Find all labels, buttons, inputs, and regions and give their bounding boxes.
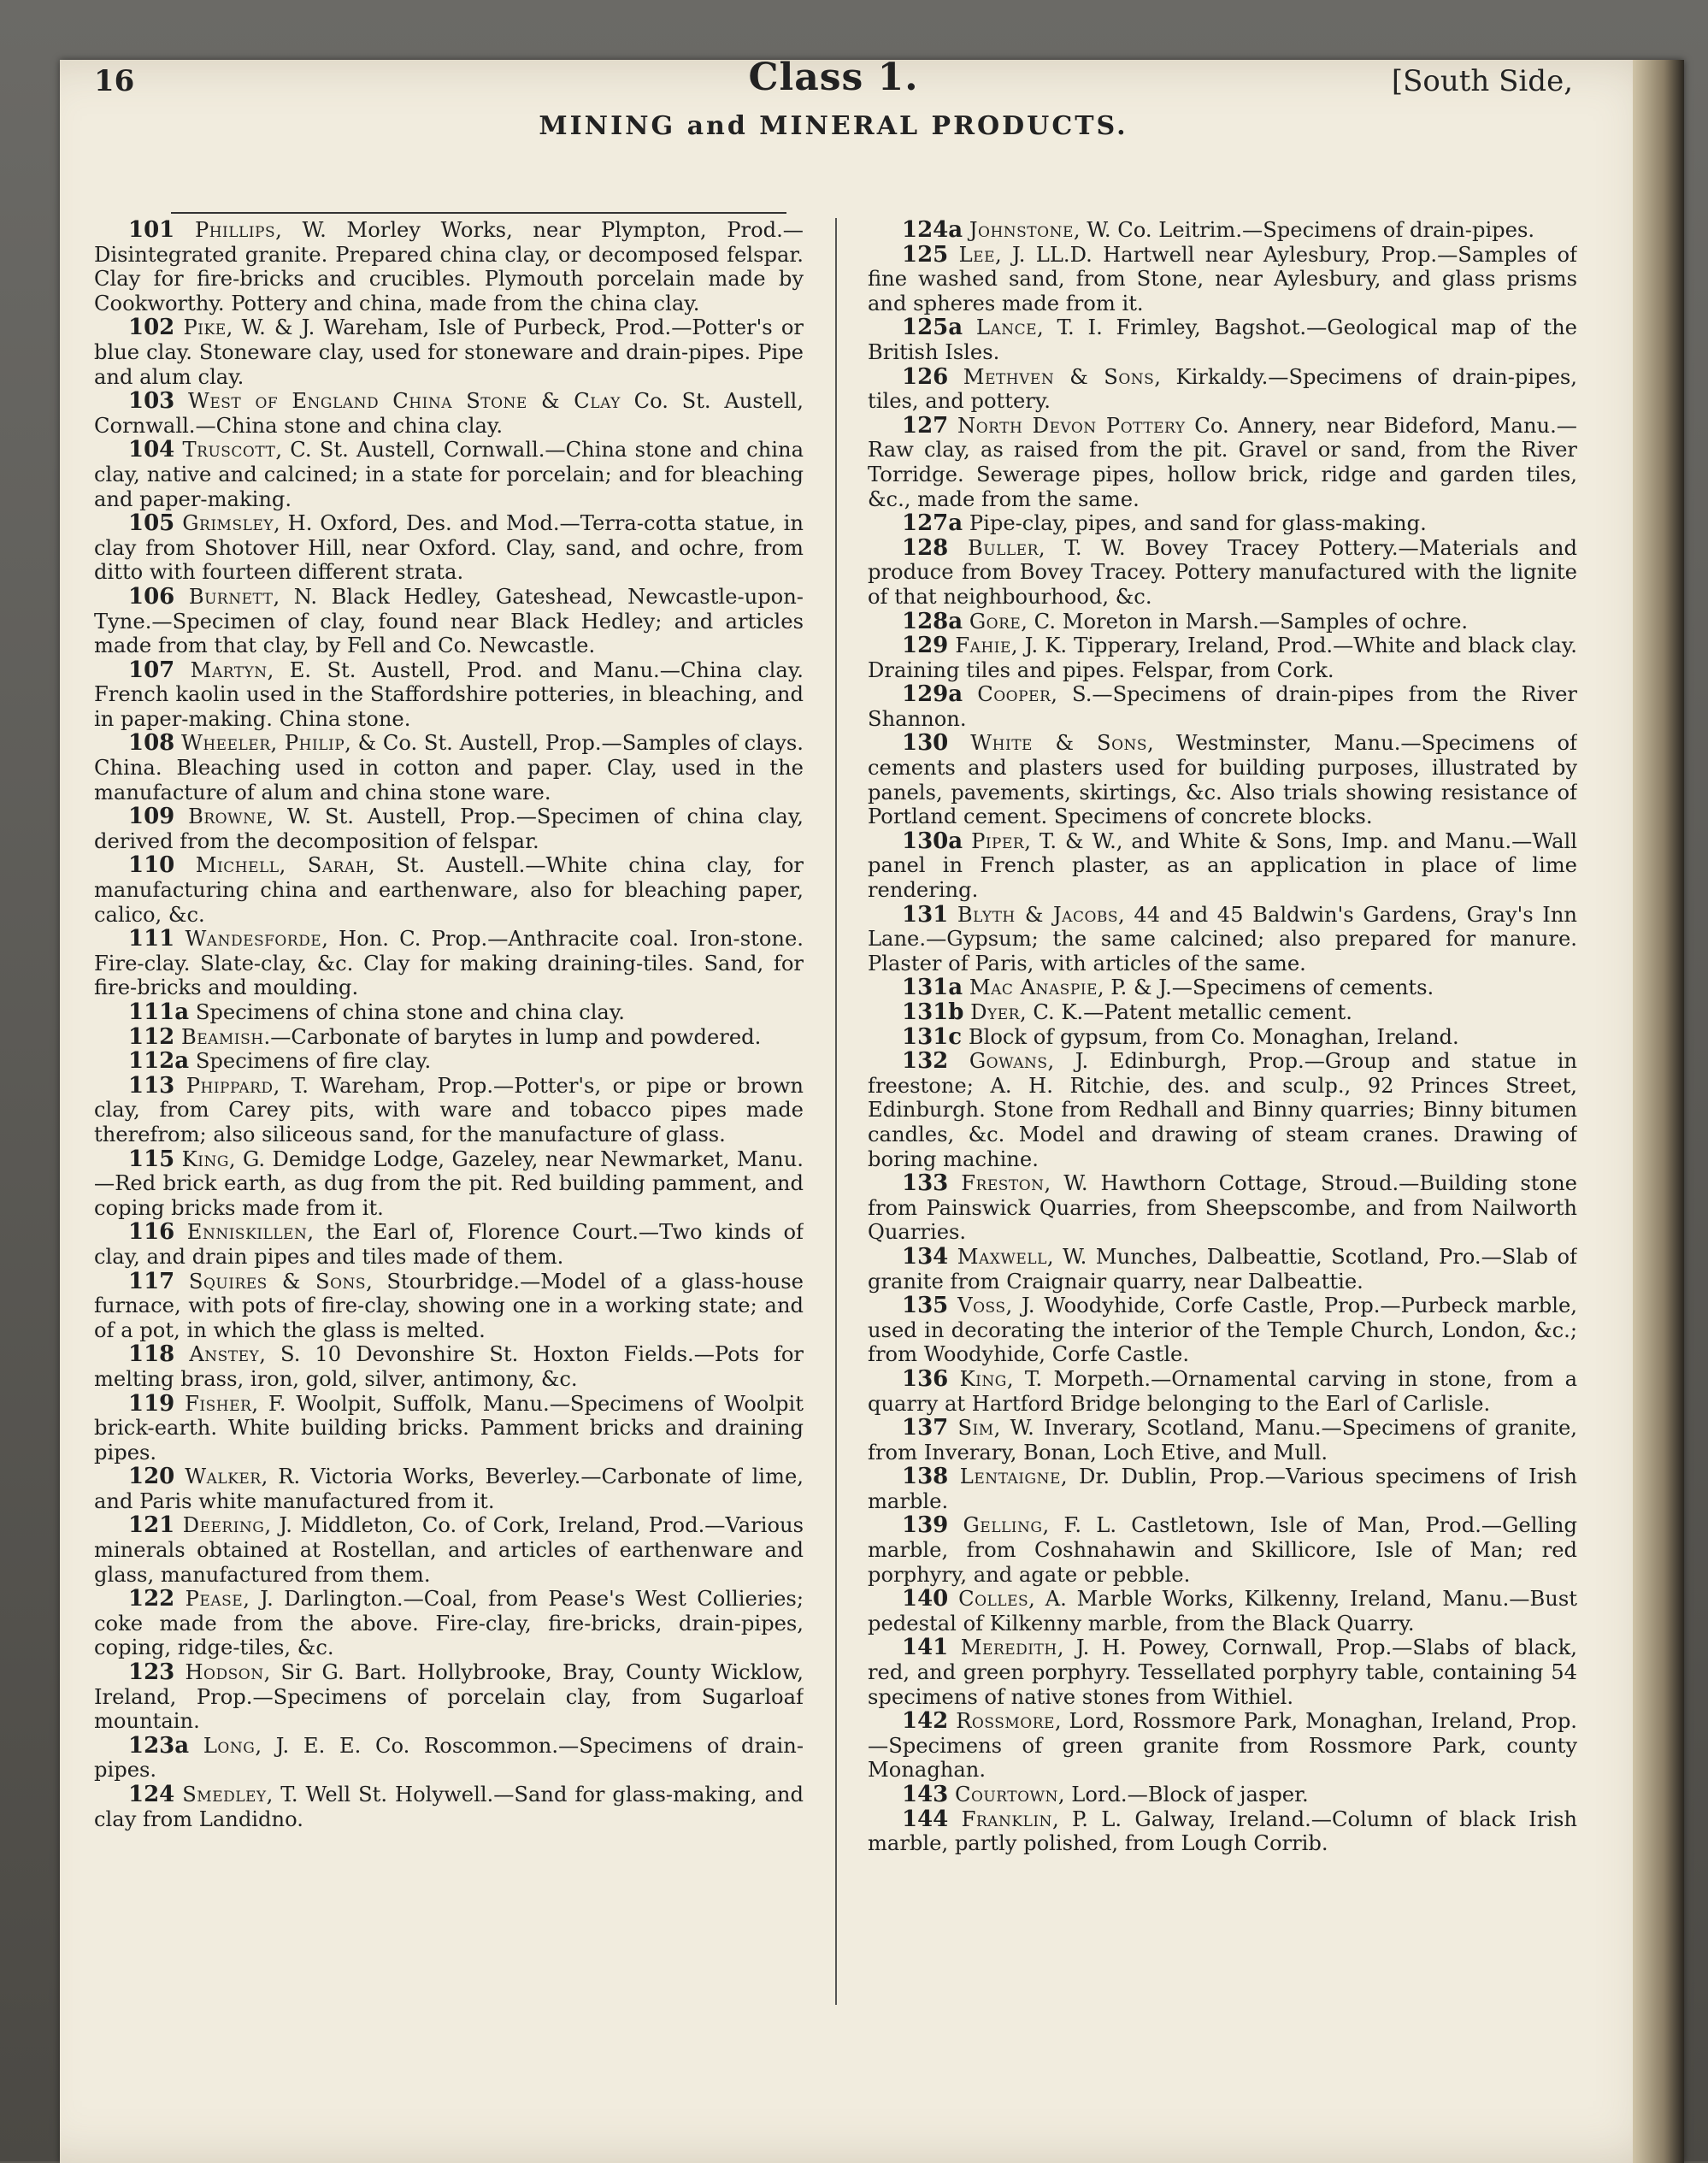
- catalogue-entry: [868, 218, 1577, 243]
- catalogue-entry: [868, 1513, 1577, 1587]
- exhibitor-name: Gore: [969, 609, 1022, 634]
- entry-description: , & Co. St. Austell, Prop.—Samples of clays. China. Bleaching used in cotton and paper. Clay, used in the manufacture of alum and china stone ware.: [94, 731, 804, 804]
- entry-description: , the Earl of, Florence Court.—Two kinds of clay, and drain pipes and tiles made of them.: [94, 1220, 804, 1269]
- entry-number: 139: [902, 1512, 949, 1539]
- catalogue-entry: [868, 829, 1577, 903]
- exhibitor-name: Franklin: [961, 1806, 1052, 1831]
- entry-number: 128: [902, 534, 949, 561]
- entry-description: , Westminster, Manu.—Specimens of cements and plasters used for building purposes, illustrated by panels, pavements, skirtings, &c. Also trials showing resistance of Portland cement. Specimens of concrete blocks.: [868, 731, 1577, 829]
- exhibitor-name: Fahie: [955, 634, 1011, 658]
- entry-description: , G. Demidge Lodge, Gazeley, near Newmarket, Manu.—Red brick earth, as dug from the pit. Red building pamment, and coping bricks made from it.: [94, 1146, 804, 1220]
- catalogue-entry: [868, 315, 1577, 364]
- page-header: [94, 56, 1573, 158]
- entry-description: , J. Woodyhide, Corfe Castle, Prop.—Purbeck marble, used in decorating the interior of the Temple Church, London, &c.; from Woodyhide, Corfe Castle.: [868, 1294, 1577, 1367]
- entry-number: 127a: [902, 510, 963, 537]
- entry-number: 129a: [902, 681, 963, 708]
- exhibitor-name: Cooper: [977, 682, 1051, 707]
- catalogue-entry: [94, 438, 804, 511]
- exhibitor-name: Hodson: [185, 1660, 264, 1685]
- catalogue-entry: [868, 1025, 1577, 1050]
- entry-number: 131c: [902, 1023, 963, 1050]
- entry-number: 131b: [902, 999, 964, 1025]
- exhibitor-name: Johnstone: [969, 218, 1074, 242]
- entry-number: 128a: [902, 608, 963, 634]
- entry-description: , Hon. C. Prop.—Anthracite coal. Iron-stone. Fire-clay. Slate-clay, &c. Clay for making draining-tiles. Sand, for fire-bricks and moulding.: [94, 927, 804, 1000]
- entry-description: , J. E. E. Co. Roscommon.—Specimens of drain-pipes.: [94, 1733, 804, 1783]
- entry-number: 124: [128, 1782, 175, 1807]
- entry-number: 105: [128, 510, 175, 537]
- entry-description: , W. Inverary, Scotland, Manu.—Specimens of granite, from Inverary, Bonan, Loch Etive, and Mull.: [868, 1416, 1577, 1465]
- entry-number: 103: [128, 388, 175, 415]
- exhibitor-name: Long: [203, 1733, 256, 1758]
- entry-number: 119: [128, 1390, 175, 1417]
- entry-description: Block of gypsum, from Co. Monaghan, Ireland.: [968, 1024, 1459, 1049]
- exhibitor-name: Gowans: [969, 1049, 1048, 1074]
- entry-description: , S.—Specimens of drain-pipes from the River Shannon.: [868, 682, 1577, 731]
- entry-description: .—Carbonate of barytes in lump and powdered.: [263, 1024, 762, 1049]
- entry-number: 131: [902, 901, 949, 928]
- catalogue-entry: [94, 1392, 804, 1465]
- exhibitor-name: Browne: [188, 804, 268, 829]
- entry-number: 120: [128, 1464, 175, 1490]
- entry-number: 130: [902, 730, 949, 757]
- catalogue-entry: [868, 1709, 1577, 1783]
- entry-description: , T. Morpeth.—Ornamental carving in stone, from a quarry at Hartford Bridge belonging to the Earl of Carlisle.: [868, 1366, 1577, 1416]
- exhibitor-name: Phillips: [194, 218, 276, 242]
- column-top-rule: [171, 212, 786, 214]
- entry-number: 123: [128, 1659, 175, 1686]
- exhibitor-name: Voss: [957, 1294, 1006, 1318]
- exhibitor-name: Enniskillen: [186, 1220, 308, 1245]
- entry-number: 102: [128, 315, 175, 341]
- entry-number: 125a: [902, 315, 963, 341]
- entry-number: 140: [902, 1586, 949, 1612]
- entry-description: , R. Victoria Works, Beverley.—Carbonate of lime, and Paris white manufactured from it.: [94, 1465, 804, 1513]
- catalogue-entry: [94, 1270, 804, 1343]
- catalogue-entry: [94, 1342, 804, 1391]
- exhibitor-name: Maxwell: [957, 1244, 1047, 1269]
- exhibitor-name: Deering: [182, 1513, 265, 1538]
- entry-description: , J. Edinburgh, Prop.—Group and statue in freestone; A. H. Ritchie, des. and sculp., 92 Princes Street, Edinburgh. Stone from Redhall and Binny quarries; Binny bitumen candles, &c. Model and drawing of steam cranes. Drawing of boring machine.: [868, 1049, 1577, 1171]
- entry-number: 106: [128, 583, 175, 610]
- entry-number: 136: [902, 1365, 949, 1392]
- catalogue-entry: [868, 1465, 1577, 1513]
- entry-description: , T. Well St. Holywell.—Sand for glass-making, and clay from Landidno.: [94, 1783, 804, 1831]
- catalogue-entry: [94, 1587, 804, 1660]
- entry-number: 111: [128, 926, 175, 952]
- entry-description: , N. Black Hedley, Gateshead, Newcastle-upon-Tyne.—Specimen of clay, found near Black Hedley; and articles made from that clay, by Fell and Co. Newcastle.: [94, 584, 804, 658]
- catalogue-entry: [94, 1049, 804, 1074]
- entry-number: 133: [902, 1170, 949, 1197]
- catalogue-entry: [94, 927, 804, 1000]
- exhibitor-name: Wandesforde: [185, 927, 322, 952]
- catalogue-entry: [94, 1147, 804, 1221]
- catalogue-entry: [868, 365, 1577, 414]
- entry-number: 132: [902, 1048, 949, 1075]
- entry-description: , J. Darlington.—Coal, from Pease's West Collieries; coke made from the above. Fire-clay, fire-bricks, drain-pipes, coping, ridge-tiles, &c.: [94, 1587, 804, 1660]
- entry-description: , T. W. Bovey Tracey Pottery.—Materials and produce from Bovey Tracey. Pottery manufactured with the lignite of that neighbourhood, &c.: [868, 535, 1577, 609]
- entry-number: 142: [902, 1708, 949, 1735]
- entry-description: , C. Moreton in Marsh.—Samples of ochre.: [1021, 609, 1469, 634]
- entry-number: 124a: [902, 218, 963, 243]
- entry-description: , F. L. Castletown, Isle of Man, Prod.—Gelling marble, from Coshnahawin and Skillicore, Isle of Man; red porphyry, and agate or pebble.: [868, 1513, 1577, 1587]
- entry-description: , Lord.—Block of jasper.: [1057, 1783, 1309, 1806]
- exhibitor-name: Pease: [185, 1587, 244, 1612]
- entry-number: 101: [128, 218, 175, 243]
- column-divider: [835, 218, 837, 2005]
- catalogue-entry: [868, 903, 1577, 976]
- catalogue-entry: [868, 243, 1577, 316]
- exhibitor-name: Smedley: [182, 1783, 267, 1806]
- exhibitor-name: Grimsley: [182, 511, 274, 536]
- entry-description: , F. Woolpit, Suffolk, Manu.—Specimens of Woolpit brick-earth. White building bricks. Pamment bricks and draining pipes.: [94, 1391, 804, 1465]
- section-subtitle: MINING and MINERAL PRODUCTS.: [539, 111, 1128, 141]
- entry-number: 104: [128, 437, 175, 463]
- entry-description: , E. St. Austell, Prod. and Manu.—China clay. French kaolin used in the Staffordshire potteries, in bleaching, and in paper-making. China stone.: [94, 657, 804, 731]
- entry-number: 135: [902, 1293, 949, 1319]
- exhibitor-name: Squires & Sons: [188, 1269, 367, 1294]
- entry-number: 127: [902, 412, 949, 439]
- entry-description: Co. Annery, near Bideford, Manu.—Raw clay, as raised from the pit. Gravel or sand, from the River Torridge. Sewerage pipes, hollow brick, ridge and garden tiles, &c., made from the same.: [868, 413, 1577, 511]
- page-gutter-shadow: [1633, 60, 1684, 2163]
- exhibitor-name: Fisher: [185, 1391, 252, 1416]
- exhibitor-name: Blyth & Jacobs: [957, 902, 1119, 927]
- left-column: [94, 218, 804, 2048]
- exhibitor-name: Gelling: [963, 1513, 1043, 1538]
- entry-description: , T. I. Frimley, Bagshot.—Geological map of the British Isles.: [868, 315, 1577, 364]
- catalogue-entry: [868, 536, 1577, 610]
- exhibitor-name: Phippard: [186, 1073, 274, 1098]
- catalogue-entry: [868, 1587, 1577, 1636]
- catalogue-entry: [868, 1416, 1577, 1465]
- entry-description: , 44 and 45 Baldwin's Gardens, Gray's Inn Lane.—Gypsum; the same calcined; also prepared for manure. Plaster of Paris, with articles of the same.: [868, 902, 1577, 975]
- entry-description: , Lord, Rossmore Park, Monaghan, Ireland, Prop.—Specimens of green granite from Rossmore Park, county Monaghan.: [868, 1709, 1577, 1783]
- catalogue-entry: [868, 1807, 1577, 1856]
- exhibitor-name: Walker: [185, 1465, 262, 1489]
- exhibitor-name: Lentaigne: [959, 1465, 1061, 1489]
- catalogue-entry: [868, 975, 1577, 1000]
- entry-description: , W. & J. Wareham, Isle of Purbeck, Prod.—Potter's or blue clay. Stoneware clay, used for stoneware and drain-pipes. Pipe and alum clay.: [94, 315, 804, 389]
- entry-description: , W. Hawthorn Cottage, Stroud.—Building stone from Painswick Quarries, from Sheepscombe, and from Nailworth Quarries.: [868, 1171, 1577, 1245]
- catalogue-entry: [868, 1000, 1577, 1025]
- catalogue-entry: [94, 1000, 804, 1025]
- entry-description: , W. Co. Leitrim.—Specimens of drain-pipes.: [1073, 218, 1535, 242]
- exhibitor-name: Pike: [183, 315, 227, 340]
- exhibitor-name: West of England China Stone & Clay: [188, 389, 621, 414]
- exhibitor-name: Freston: [961, 1171, 1045, 1196]
- exhibitor-name: Wheeler, Philip: [181, 731, 345, 756]
- entry-number: 129: [902, 633, 949, 659]
- entry-description: , T. Wareham, Prop.—Potter's, or pipe or brown clay, from Carey pits, with ware and tobacco pipes made therefrom; also siliceous sand, for the manufacture of glass.: [94, 1073, 804, 1146]
- entry-number: 125: [902, 241, 949, 268]
- entry-description: , St. Austell.—White china clay, for manufacturing china and earthenware, also for bleaching paper, calico, &c.: [94, 853, 804, 927]
- exhibitor-name: Beamish: [180, 1024, 264, 1049]
- catalogue-entry: [868, 731, 1577, 828]
- exhibitor-name: White & Sons: [970, 731, 1148, 756]
- catalogue-entry: [94, 804, 804, 853]
- entry-description: , J. H. Powey, Cornwall, Prop.—Slabs of black, red, and green porphyry. Tessellated porphyry table, containing 54 specimens of native stones from Withiel.: [868, 1636, 1577, 1709]
- entry-number: 138: [902, 1464, 949, 1490]
- catalogue-entry: [94, 585, 804, 658]
- entry-description: , Sir G. Bart. Hollybrooke, Bray, County Wicklow, Ireland, Prop.—Specimens of porcelain clay, from Sugarloaf mountain.: [94, 1660, 804, 1734]
- exhibitor-name: Sim: [957, 1416, 994, 1441]
- catalogue-entry: [94, 1074, 804, 1147]
- side-note: [South Side,: [1391, 64, 1573, 98]
- entry-description: , H. Oxford, Des. and Mod.—Terra-cotta statue, in clay from Shotover Hill, near Oxford. Clay, sand, and ochre, from ditto with fourteen different strata.: [94, 511, 804, 585]
- entry-description: Specimens of china stone and china clay.: [195, 1000, 625, 1024]
- catalogue-entry: [94, 1783, 804, 1831]
- catalogue-entry: [868, 414, 1577, 511]
- entry-description: , W. Munches, Dalbeattie, Scotland, Pro.—Slab of granite from Craignair quarry, near Dalbeattie.: [868, 1244, 1577, 1294]
- exhibitor-name: Buller: [967, 535, 1039, 560]
- catalogue-entry: [868, 1294, 1577, 1367]
- exhibitor-name: Truscott: [182, 438, 276, 463]
- entry-description: , P. L. Galway, Ireland.—Column of black Irish marble, partly polished, from Lough Corrib.: [868, 1806, 1577, 1856]
- entry-description: , W. St. Austell, Prop.—Specimen of china clay, derived from the decomposition of felspar.: [94, 804, 804, 853]
- entry-number: 118: [128, 1341, 175, 1368]
- entry-description: , P. & J.—Specimens of cements.: [1097, 975, 1434, 1000]
- exhibitor-name: Lance: [975, 315, 1038, 340]
- catalogue-entry: [94, 218, 804, 315]
- catalogue-entry: [94, 1465, 804, 1513]
- entry-number: 141: [902, 1635, 949, 1661]
- entry-number: 112a: [128, 1048, 190, 1075]
- entry-description: , T. & W., and White & Sons, Imp. and Manu.—Wall panel in French plaster, as an application in place of lime rendering.: [868, 828, 1577, 903]
- exhibitor-name: Burnett: [188, 584, 274, 609]
- entry-number: 107: [128, 657, 175, 683]
- entry-description: , Stourbridge.—Model of a glass-house furnace, with pots of fire-clay, showing one in a working state; and of a pot, in which the glass is melted.: [94, 1269, 804, 1342]
- catalogue-entry: [94, 1734, 804, 1783]
- entry-description: Co. St. Austell, Cornwall.—China stone and china clay.: [94, 389, 804, 438]
- entry-number: 112: [128, 1023, 175, 1050]
- catalogue-entry: [94, 1220, 804, 1269]
- class-title: Class 1.: [748, 56, 919, 99]
- right-column: [868, 218, 1577, 2048]
- catalogue-entry: [94, 315, 804, 389]
- catalogue-entry: [868, 1245, 1577, 1294]
- exhibitor-name: Mac Anaspie: [969, 975, 1098, 1000]
- entry-description: , J. LL.D. Hartwell near Aylesbury, Prop.—Samples of fine washed sand, from Stone, near Aylesbury, and glass prisms and spheres made from it.: [868, 242, 1577, 315]
- entry-description: Pipe-clay, pipes, and sand for glass-making.: [969, 511, 1427, 536]
- entry-description: , Dr. Dublin, Prop.—Various specimens of Irish marble.: [868, 1465, 1577, 1513]
- entry-number: 116: [128, 1219, 175, 1246]
- catalogue-entry: [94, 731, 804, 804]
- entry-number: 122: [128, 1586, 175, 1612]
- catalogue-entry: [868, 682, 1577, 731]
- entry-description: , C. K.—Patent metallic cement.: [1019, 1000, 1352, 1024]
- entry-number: 109: [128, 804, 175, 830]
- entry-number: 108: [128, 730, 175, 757]
- entry-number: 121: [128, 1512, 175, 1539]
- catalogue-entry: [868, 1636, 1577, 1709]
- catalogue-entry: [868, 634, 1577, 682]
- exhibitor-name: Anstey: [189, 1342, 260, 1367]
- entry-number: 134: [902, 1243, 949, 1270]
- exhibitor-name: Lee: [958, 242, 995, 267]
- page-number: 16: [94, 64, 135, 98]
- entry-number: 126: [902, 363, 949, 390]
- entry-number: 144: [902, 1806, 949, 1832]
- entry-description: , J. Middleton, Co. of Cork, Ireland, Prod.—Various minerals obtained at Rostellan, and articles of earthenware and glass, manufactured from them.: [94, 1513, 804, 1587]
- catalogue-entry: [94, 389, 804, 438]
- catalogue-entry: [868, 610, 1577, 634]
- entry-number: 111a: [128, 999, 190, 1025]
- entry-number: 110: [128, 852, 175, 879]
- catalogue-entry: [868, 1049, 1577, 1171]
- entry-number: 143: [902, 1782, 949, 1807]
- exhibitor-name: Michell, Sarah: [195, 853, 369, 878]
- catalogue-entry: [94, 853, 804, 927]
- exhibitor-name: North Devon Pottery: [957, 413, 1186, 438]
- exhibitor-name: Courtown: [954, 1783, 1058, 1806]
- catalogue-entry: [868, 1367, 1577, 1416]
- entry-description: Specimens of fire clay.: [195, 1049, 432, 1074]
- exhibitor-name: Martyn: [190, 657, 268, 682]
- entry-description: , Kirkaldy.—Specimens of drain-pipes, tiles, and pottery.: [868, 364, 1577, 414]
- entry-number: 115: [128, 1146, 175, 1172]
- entry-number: 123a: [128, 1732, 190, 1759]
- entry-description: , J. K. Tipperary, Ireland, Prod.—White and black clay. Draining tiles and pipes. Felspar, from Cork.: [868, 634, 1577, 682]
- entry-number: 130a: [902, 828, 963, 854]
- exhibitor-name: King: [181, 1146, 229, 1171]
- catalogue-entry: [868, 1171, 1577, 1245]
- entry-number: 137: [902, 1415, 949, 1441]
- entry-description: , W. Morley Works, near Plympton, Prod.—Disintegrated granite. Prepared china clay, or decomposed felspar. Clay for fire-bricks and crucibles. Plymouth porcelain made by Cookworthy. Pottery and china, made from the china clay.: [94, 218, 804, 315]
- entry-description: , C. St. Austell, Cornwall.—China stone and china clay, native and calcined; in a state for porcelain; and for bleaching and paper-making.: [94, 438, 804, 511]
- entry-description: , A. Marble Works, Kilkenny, Ireland, Manu.—Bust pedestal of Kilkenny marble, from the Black Quarry.: [868, 1587, 1577, 1636]
- catalogue-entry: [94, 658, 804, 732]
- entry-number: 117: [128, 1268, 175, 1294]
- exhibitor-name: Piper: [971, 828, 1025, 853]
- catalogue-entry: [94, 1025, 804, 1050]
- exhibitor-name: Methven & Sons: [963, 364, 1155, 389]
- catalogue-entry: [94, 511, 804, 585]
- catalogue-entry: [868, 511, 1577, 536]
- entry-number: 131a: [902, 975, 963, 1001]
- catalogue-entry: [94, 1660, 804, 1734]
- catalogue-entry: [868, 1783, 1577, 1807]
- entry-number: 113: [128, 1072, 175, 1099]
- exhibitor-name: King: [959, 1366, 1007, 1391]
- entry-description: , S. 10 Devonshire St. Hoxton Fields.—Pots for melting brass, iron, gold, silver, antimony, &c.: [94, 1342, 804, 1391]
- exhibitor-name: Colles: [958, 1587, 1029, 1612]
- catalogue-entry: [94, 1513, 804, 1587]
- exhibitor-name: Meredith: [960, 1636, 1057, 1660]
- exhibitor-name: Rossmore: [956, 1709, 1055, 1734]
- exhibitor-name: Dyer: [970, 1000, 1020, 1024]
